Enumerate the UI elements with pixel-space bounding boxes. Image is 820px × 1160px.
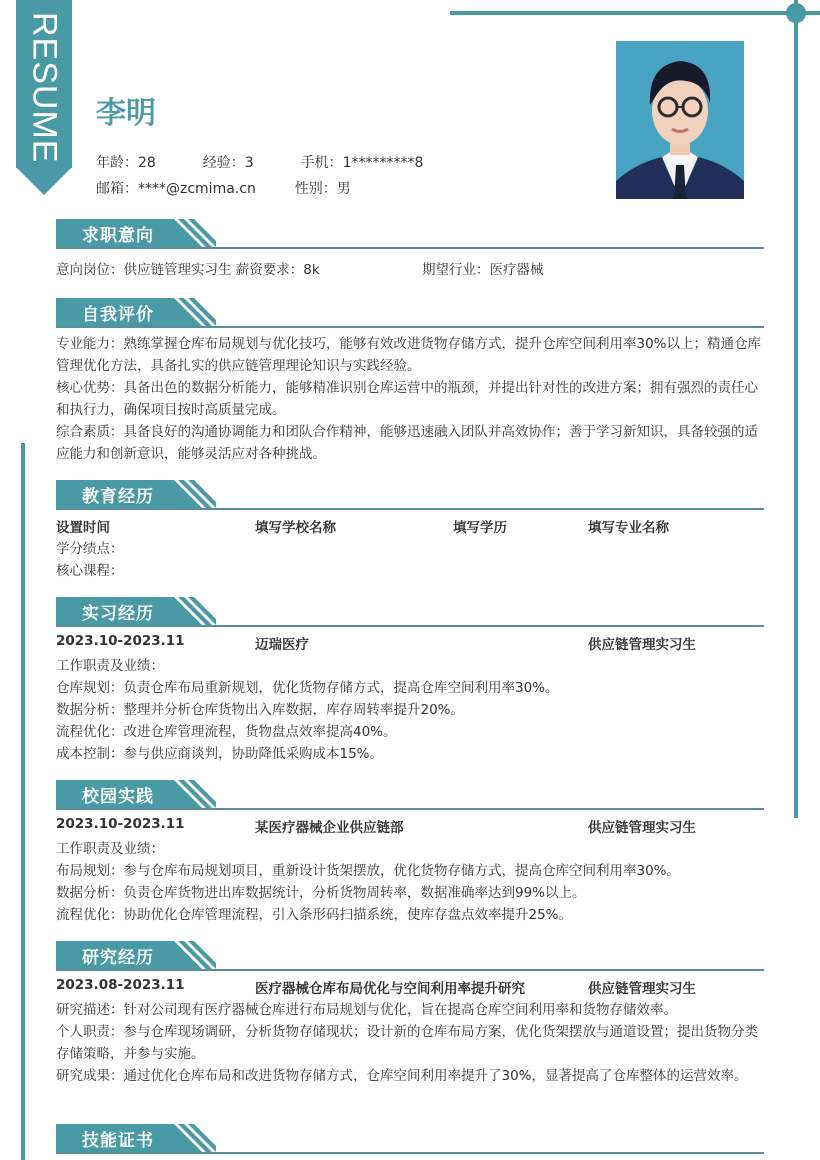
internship-line: 数据分析：整理并分析仓库货物出入库数据，库存周转率提升20%。 (56, 702, 465, 718)
section-title: 求职意向 (82, 226, 154, 246)
research-line: 研究成果：通过优化仓库布局和改进货物存储方式，仓库空间利用率提升了30%，显著提高了仓库整体的运营效率。 (56, 1068, 748, 1084)
experience-value: 3 (244, 155, 254, 171)
section-title: 研究经历 (82, 948, 154, 968)
internship-line: 仓库规划：负责仓库布局重新规划，优化货物存储方式，提高仓库空间利用率30%。 (56, 680, 559, 696)
education-gpa: 学分绩点： (56, 541, 124, 557)
stripe-decoration-icon (156, 1124, 216, 1152)
section-title: 教育经历 (82, 487, 154, 507)
section-header-skills (56, 1124, 764, 1154)
section-header-campus (56, 780, 764, 810)
gender-label: 性别： (294, 181, 337, 197)
email-label: 邮箱： (96, 181, 138, 197)
candidate-name: 李明 (96, 96, 156, 131)
ribbon-label: RESUME (25, 12, 64, 164)
campus-time: 2023.10-2023.11 (56, 816, 185, 832)
self-eval-paragraph: 综合素质：具备良好的沟通协调能力和团队合作精神，能够迅速融入团队并高效协作；善于学习新知识，具备较强的适应能力和创新意识，能够灵活应对各种挑战。 (56, 424, 758, 462)
section-header-research (56, 941, 764, 971)
education-degree: 填写学历 (453, 520, 507, 536)
campus-line: 工作职责及业绩： (56, 841, 164, 857)
age-value: 28 (138, 155, 156, 171)
phone-value: 1*********8 (342, 155, 424, 171)
education-school: 填写学校名称 (255, 520, 336, 536)
self-eval-paragraph: 专业能力：熟练掌握仓库布局规划与优化技巧，能够有效改进货物存储方式，提升仓库空间利用率30%以上；精通仓库管理优化方法，具备扎实的供应链管理理论知识与实践经验。 (56, 336, 762, 374)
section-header-self-eval (56, 298, 764, 328)
basic-info-row-1 (96, 152, 423, 172)
campus-org: 某医疗器械企业供应链部 (255, 820, 404, 836)
internship-time: 2023.10-2023.11 (56, 633, 185, 649)
campus-role: 供应链管理实习生 (588, 820, 696, 836)
section-title: 校园实践 (82, 787, 154, 807)
research-line: 研究描述：针对公司现有医疗器械仓库进行布局规划与优化，旨在提高仓库空间利用率和货物存储效率。 (56, 1002, 677, 1018)
education-time: 设置时间 (56, 520, 110, 536)
corner-dot (786, 3, 806, 23)
internship-company: 迈瑞医疗 (255, 637, 309, 653)
campus-line: 布局规划：参与仓库布局规划项目，重新设计货架摆放，优化货物存储方式，提高仓库空间利用率30%。 (56, 863, 681, 879)
stripe-decoration-icon (156, 941, 216, 969)
internship-line: 成本控制：参与供应商谈判，协助降低采购成本15%。 (56, 746, 384, 762)
ribbon-tip (16, 167, 72, 195)
left-divider (21, 443, 25, 1160)
education-major: 填写专业名称 (588, 520, 669, 536)
internship-role: 供应链管理实习生 (588, 637, 696, 653)
section-header-education (56, 480, 764, 510)
basic-info-row-2 (96, 178, 351, 198)
gender-value: 男 (336, 181, 351, 197)
intent-position: 意向岗位：供应链管理实习生 薪资要求：8k (56, 262, 320, 278)
campus-line: 流程优化：协助优化仓库管理流程，引入条形码扫描系统，使库存盘点效率提升25%。 (56, 907, 573, 923)
research-project: 医疗器械仓库布局优化与空间利用率提升研究 (255, 981, 525, 997)
section-header-internship (56, 597, 764, 627)
section-title: 自我评价 (82, 305, 154, 325)
research-role: 供应链管理实习生 (588, 981, 696, 997)
top-divider (450, 11, 820, 15)
stripe-decoration-icon (156, 780, 216, 808)
stripe-decoration-icon (156, 597, 216, 625)
section-title: 技能证书 (82, 1131, 154, 1151)
profile-photo (616, 41, 744, 199)
stripe-decoration-icon (156, 298, 216, 326)
research-time: 2023.08-2023.11 (56, 977, 185, 993)
right-divider (794, 0, 798, 818)
research-line: 个人职责：参与仓库现场调研，分析货物存储现状；设计新的仓库布局方案，优化货架摆放与通道设置；提出货物分类存储策略，并参与实施。 (56, 1024, 758, 1062)
stripe-decoration-icon (156, 480, 216, 508)
self-eval-paragraph: 核心优势：具备出色的数据分析能力，能够精准识别仓库运营中的瓶颈，并提出针对性的改进方案；拥有强烈的责任心和执行力，确保项目按时高质量完成。 (56, 380, 758, 418)
phone-label: 手机： (300, 155, 343, 171)
section-header-intent (56, 219, 764, 249)
experience-label: 经验： (202, 155, 245, 171)
education-courses: 核心课程： (56, 563, 124, 579)
intent-industry: 期望行业：医疗器械 (422, 262, 544, 278)
stripe-decoration-icon (156, 219, 216, 247)
internship-line: 流程优化：改进仓库管理流程，货物盘点效率提高40%。 (56, 724, 397, 740)
section-title: 实习经历 (82, 604, 154, 624)
portrait-icon (616, 41, 744, 199)
age-label: 年龄： (96, 155, 138, 171)
internship-line: 工作职责及业绩： (56, 658, 164, 674)
email-value: ****@zcmima.cn (138, 181, 256, 197)
campus-line: 数据分析：负责仓库货物进出库数据统计，分析货物周转率，数据准确率达到99%以上。 (56, 885, 586, 901)
